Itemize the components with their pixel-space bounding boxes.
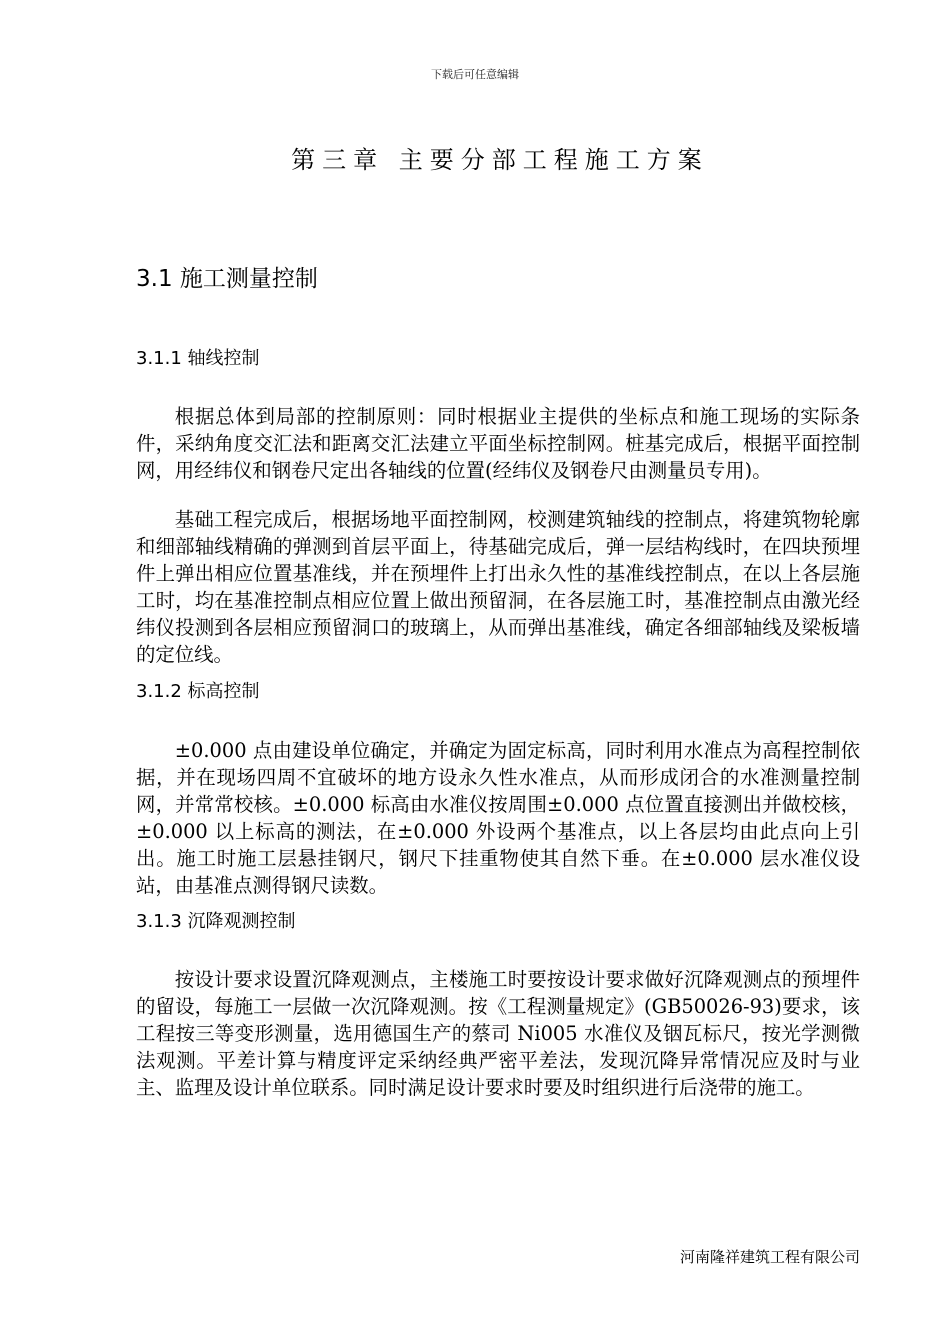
header-note: 下载后可任意编辑 [431,68,519,81]
chapter-title: 第三章 主要分部工程施工方案 [291,146,709,174]
subsection-heading-elevation: 3.1.2 标高控制 [136,681,260,702]
paragraph-elevation-1: ±0.000 点由建设单位确定，并确定为固定标高，同时利用水准点为高程控制依据，并在现场四周不宜破坏的地方设永久性水准点，从而形成闭合的水准测量控制网，并常常校核。±0.000 标高由水准仪按周围±0.000 点位置直接测出并做校核，±0.000 以上标高的测法，在±0.000 外设两个基准点，以上各层均由此点向上引出。施工时施工层悬挂钢尺，钢尺下挂重物使其自然下垂。在±0.000 层水准仪设站，由基准点测得钢尺读数。 [136,739,860,897]
paragraph-settlement-1: 按设计要求设置沉降观测点，主楼施工时要按设计要求做好沉降观测点的预埋件的留设，每施工一层做一次沉降观测。按《工程测量规定》(GB50026-93)要求，该工程按三等变形测量，选用德国生产的蔡司 Ni005 水准仪及铟瓦标尺，按光学测微法观测。平差计算与精度评定采纳经典严密平差法，发现沉降异常情况应及时与业主、监理及设计单位联系。同时满足设计要求时要及时组织进行后浇带的施工。 [136,968,860,1099]
section-title: 3.1 施工测量控制 [136,266,318,292]
footer-company: 河南隆祥建筑工程有限公司 [679,1248,860,1266]
subsection-heading-settlement: 3.1.3 沉降观测控制 [136,911,296,932]
paragraph-axis-2: 基础工程完成后，根据场地平面控制网，校测建筑轴线的控制点，将建筑物轮廓和细部轴线精确的弹测到首层平面上，待基础完成后，弹一层结构线时，在四块预埋件上弹出相应位置基准线，并在预埋件上打出永久性的基准线控制点，在以上各层施工时，均在基准控制点相应位置上做出预留洞，在各层施工时，基准控制点由激光经纬仪投测到各层相应预留洞口的玻璃上，从而弹出基准线，确定各细部轴线及梁板墙的定位线。 [136,508,860,666]
paragraph-axis-1: 根据总体到局部的控制原则：同时根据业主提供的坐标点和施工现场的实际条件，采纳角度交汇法和距离交汇法建立平面坐标控制网。桩基完成后，根据平面控制网，用经纬仪和钢卷尺定出各轴线的位置(经纬仪及钢卷尺由测量员专用)。 [136,405,860,482]
subsection-heading-axis: 3.1.1 轴线控制 [136,348,260,369]
